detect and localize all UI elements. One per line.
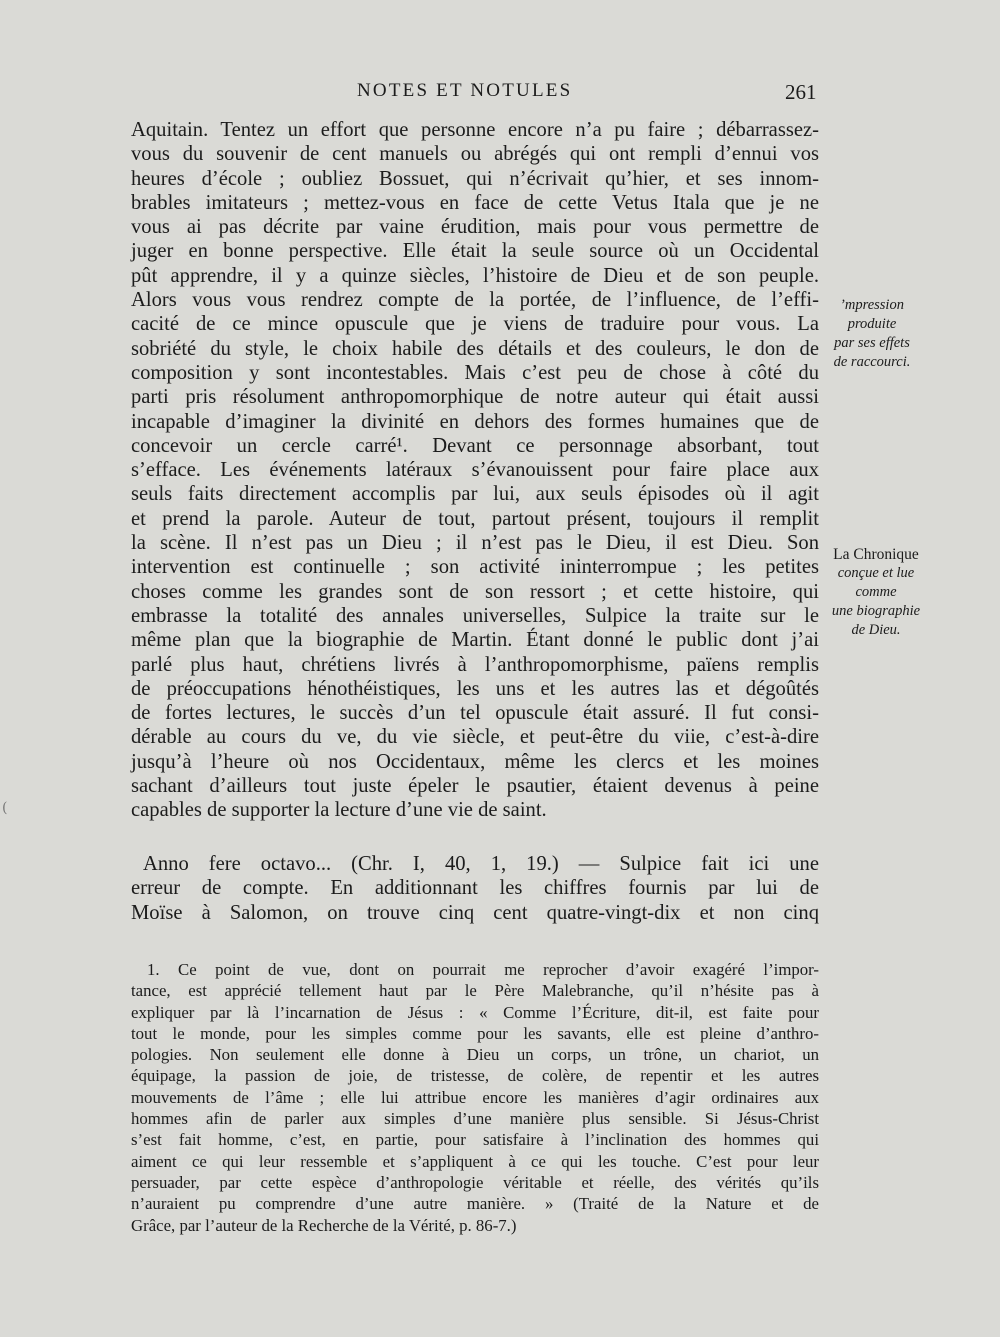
text-line: sobriété du style, le choix habile des détails et des couleurs, le don de — [131, 337, 819, 360]
footnote-line: pologies. Non seulement elle donne à Dieu un corps, un trône, un chariot, un — [131, 1045, 819, 1065]
margin-note-line: par ses effets — [834, 335, 910, 351]
margin-note-line: une biographie — [831, 603, 921, 619]
text-line: juger en bonne perspective. Elle était la seule source où un Occidental — [131, 240, 819, 263]
footnote-line: expliquer par là l’incarnation de Jésus : « Comme l’Écriture, dit-il, est faite pour — [131, 1002, 819, 1022]
text-line: incapable d’imaginer la divinité en dehors des formes humaines que de — [131, 410, 819, 433]
margin-note-line: produite — [847, 316, 897, 332]
text-line: Alors vous vous rendrez compte de la portée, de l’influence, de l’effi- — [131, 289, 819, 312]
margin-note-line: de raccourci. — [833, 354, 911, 370]
margin-note-line: comme — [855, 584, 897, 600]
text-line: embrasse la totalité des annales universelles, Sulpice la traite sur le — [131, 604, 819, 627]
text-line: parti pris résolument anthropomorphique de notre auteur qui était aussi — [131, 386, 819, 409]
footnote-line: n’auraient pu comprendre d’une autre manière. » (Traité de la Nature et de — [131, 1194, 819, 1214]
text-line: Moïse à Salomon, on trouve cinq cent quatre-vingt-dix et non cinq — [131, 901, 819, 924]
text-line: erreur de compte. En additionnant les chiffres fournis par lui de — [131, 877, 819, 900]
text-line: Anno fere octavo... (Chr. I, 40, 1, 19.) — Sulpice fait ici une — [143, 853, 819, 875]
text-line: vous du souvenir de cent manuels ou abrégés qui ont rempli d’ennui vos — [131, 143, 819, 166]
page-header — [0, 80, 1000, 110]
text-line: de fortes lectures, le succès d’un tel opuscule était assuré. Il fut consi- — [131, 702, 819, 725]
text-line: et prend la parole. Auteur de tout, partout présent, toujours il remplit — [131, 507, 819, 530]
text-line: jusqu’à l’heure où nos Occidentaux, même les clercs et les moines — [131, 750, 819, 773]
footnote-line: équipage, la passion de joie, de tristesse, de colère, de repentir et les autres — [131, 1066, 819, 1086]
text-line: s’efface. Les événements latéraux s’évanouissent pour faire place aux — [131, 459, 819, 482]
footnote-line: tance, est apprécié tellement haut par le Père Malebranche, qu’il n’hésite pas à — [131, 981, 819, 1001]
text-line: parlé plus haut, chrétiens livrés à l’anthropomorphisme, païens remplis — [131, 653, 819, 676]
running-head: NOTES ET NOTULES — [357, 80, 573, 101]
text-line: brables imitateurs ; mettez-vous en face de cette Vetus Itala que je ne — [131, 191, 819, 214]
text-line: la scène. Il n’est pas un Dieu ; il n’est pas le Dieu, il est Dieu. Son — [131, 532, 819, 555]
footnote-line: Grâce, par l’auteur de la Recherche de la Vérité, p. 86-7.) — [131, 1215, 517, 1235]
footnote — [131, 959, 819, 1236]
margin-note-line: conçue et lue — [837, 565, 915, 581]
page-edge-mark: ( — [2, 800, 8, 816]
footnote-line: 1. Ce point de vue, dont on pourrait me reprocher d’avoir exagéré l’impor- — [147, 960, 819, 979]
text-line: dérable au cours du ve, du vie siècle, et peut-être du viie, c’est-à-dire — [131, 726, 819, 749]
footnote-line: hommes afin de parler aux simples d’une manière plus sensible. Si Jésus-Christ — [131, 1109, 819, 1129]
text-line: de préoccupations hénothéistiques, les uns et les autres las et dégoûtés — [131, 677, 819, 700]
text-line: concevoir un cercle carré¹. Devant ce personnage absorbant, tout — [131, 434, 819, 457]
text-line: composition y sont incontestables. Mais c’est peu de chose à côté du — [131, 361, 819, 384]
margin-note-line: de Dieu. — [851, 622, 901, 638]
page-number: 261 — [785, 80, 817, 104]
footnote-line: persuader, par cette espèce d’anthropologie véritable et réelle, des vérités qu’ils — [131, 1172, 819, 1192]
margin-note-impression — [826, 296, 918, 372]
text-line: pût apprendre, il y a quinze siècles, l’histoire de Dieu et de son peuple. — [131, 264, 819, 287]
footnote-line: tout le monde, pour les simples comme pour les savants, elle est pleine d’anthro- — [131, 1023, 819, 1043]
margin-note-chronique — [822, 545, 930, 640]
text-line: intervention est continuelle ; son activité ininterrompue ; les petites — [131, 556, 819, 579]
text-line: sachant d’ailleurs tout juste épeler le psautier, étaient devenus à peine — [131, 775, 819, 798]
text-line: heures d’école ; oubliez Bossuet, qui n’écrivait qu’hier, et ses innom- — [131, 167, 819, 190]
main-paragraph — [131, 118, 819, 823]
footnote-line: aiment ce qui leur ressemble et s’appliquent à ce qui les touche. C’est pour leur — [131, 1151, 819, 1171]
text-line: Aquitain. Tentez un effort que personne encore n’a pu faire ; débarrassez- — [131, 119, 819, 141]
margin-note-line: ’mpression — [840, 297, 904, 313]
text-line: choses comme les grandes sont de son ressort ; et cette histoire, qui — [131, 580, 819, 603]
text-line: vous ai pas décrite par vaine érudition, mais pour vous permettre de — [131, 216, 819, 239]
footnote-line: s’est fait homme, c’est, en partie, pour satisfaire à l’inclination des hommes qui — [131, 1130, 819, 1150]
text-line: cacité de ce mince opuscule que je viens de traduire pour vous. La — [131, 313, 819, 336]
text-line: capables de supporter la lecture d’une vie de saint. — [131, 799, 547, 822]
margin-note-line: La Chronique — [833, 546, 919, 563]
second-paragraph — [131, 852, 819, 925]
text-line: seuls faits directement accomplis par lui, aux seuls épisodes où il agit — [131, 483, 819, 506]
text-line: même plan que la biographie de Martin. Étant donné le public dont j’ai — [131, 629, 819, 652]
footnote-line: mouvements de l’âme ; elle lui attribue encore les manières d’agir ordinaires aux — [131, 1087, 819, 1107]
